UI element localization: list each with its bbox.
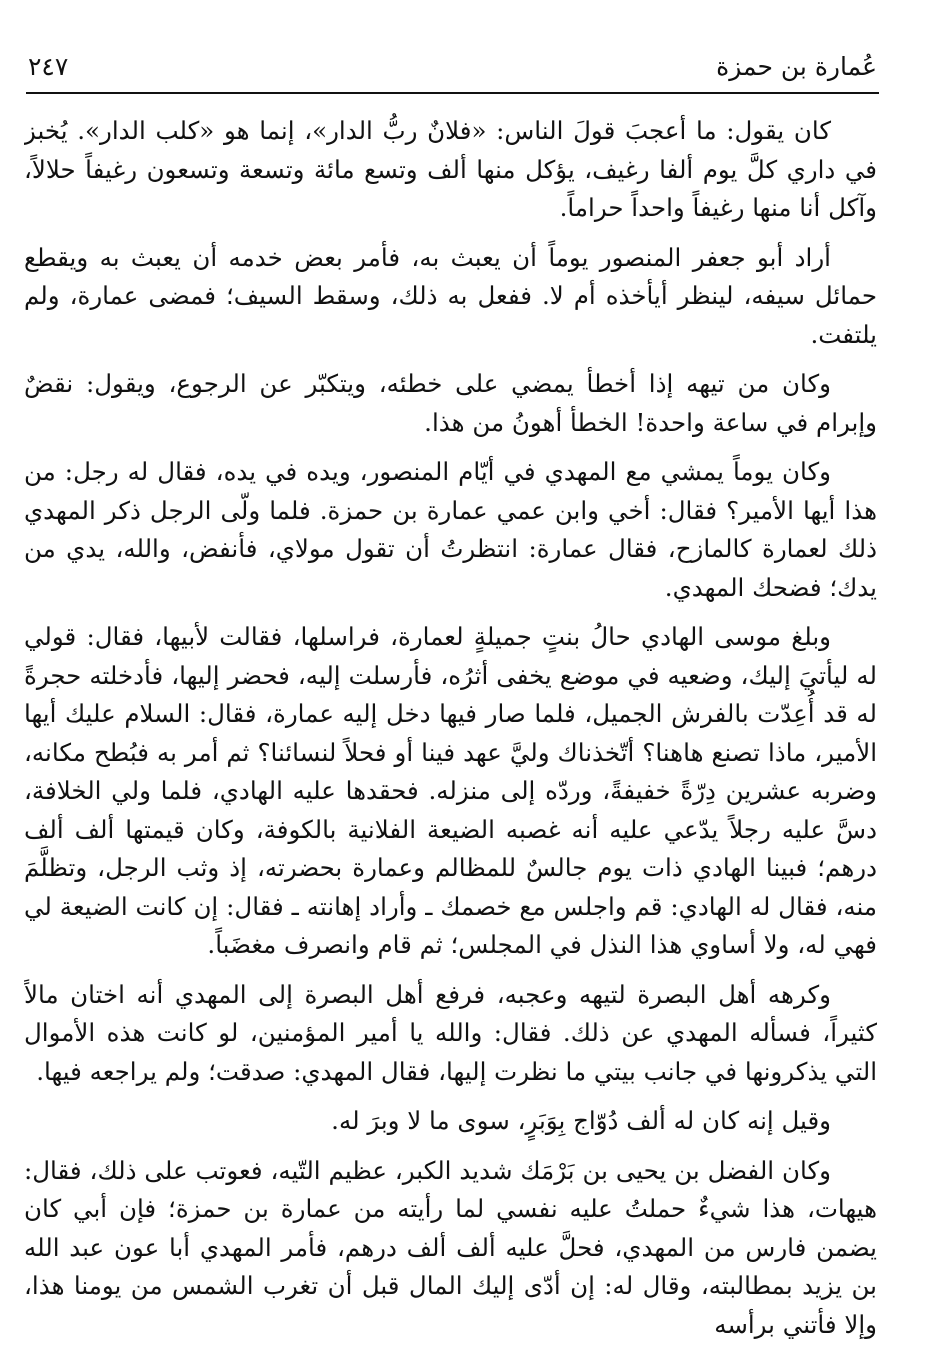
paragraph: وكان الفضل بن يحيى بن بَرْمَك شديد الكبر، عظيم التّيه، فعوتب على ذلك، فقال: هيهات، هذا شيءٌ حملتُ عليه نفسي لما رأيته من عمارة بن حمزة؛ فإن أبي كان يضمن فارس من المهدي، فحلَّ عليه ألف ألف درهم، فأمر المهدي أبا عون عبد الله بن يزيد بمطالبته، وقال له: إن أدّى إليك المال قبل أن تغرب الشمس من يومنا هذا، وإلا فأتني برأسه — [24, 1155, 877, 1339]
paragraph: وكان يوماً يمشي مع المهدي في أيّام المنصور، ويده في يده، فقال له رجل: من هذا أيها الأمير؟ فقال: أخي وابن عمي عمارة بن حمزة. فلما ولّى الرجل ذكر المهدي ذلك لعمارة كالمازح، فقال عمارة: انتظرتُ أن تقول مولاي، فأنفض، والله، يدي من يدك؛ فضحك المهدي. — [24, 457, 877, 602]
header-rule — [26, 92, 879, 94]
page-number: ٢٤٧ — [28, 51, 69, 81]
running-header — [28, 44, 877, 88]
paragraph: وبلغ موسى الهادي حالُ بنتٍ جميلةٍ لعمارة، فراسلها، فقالت لأبيها، فقال: قولي له ليأتيَ إليك، وضعيه في موضع يخفى أثرُه، فأرسلت إليه، فحضر إليها، فأدخلته حجرةً له قد أُعِدّت بالفرش الجميل، فلما صار فيها دخل إليه عمارة، فقال: السلام عليك أيها الأمير، ماذا تصنع هاهنا؟ أتّخذناك وليَّ عهد فينا أو فحلاً لنسائنا؟ ثم أمر به فبُطح مكانه، وضربه عشرين دِرّةً خفيفةً، وردّه إلى منزله. فحقدها عليه الهادي، فلما ولي الخلافة، دسَّ عليه رجلاً يدّعي عليه أنه غصبه الضيعة الفلانية بالكوفة، وكان قيمتها ألف ألف درهم؛ فبينا الهادي ذات يوم جالسٌ للمظالم وعمارة بحضرته، إذ وثب الرجل، وتظلَّمَ منه، فقال له الهادي: قم واجلس مع خصمك ـ وأراد إهانته ـ فقال: إن كانت الضيعة لي فهي له، ولا أساوي هذا النذل في المجلس؛ ثم قام وانصرف مغضَباً. — [24, 622, 877, 959]
paragraph: أراد أبو جعفر المنصور يوماً أن يعبث به، فأمر بعض خدمه أن يعبث به ويقطع حمائل سيفه، لينظر أيأخذه أم لا. ففعل به ذلك، وسقط السيف؛ فمضى عمارة، ولم يلتفت. — [24, 242, 877, 349]
paragraph: وقيل إنه كان له ألف دُوّاج بِوَبَرٍ، سوى ما لا وبرَ له. — [331, 1106, 831, 1135]
page-body — [24, 112, 877, 1342]
paragraph: وكرهه أهل البصرة لتيهه وعجبه، فرفع أهل البصرة إلى المهدي أنه اختان مالاً كثيراً، فسأله المهدي عن ذلك. فقال: والله يا أمير المؤمنين، لو كانت هذه الأموال التي يذكرونها في جانب بيتي ما نظرت إليها، فقال المهدي: صدقت؛ ولم يراجعه فيها. — [24, 979, 877, 1086]
paragraph: وكان من تيهه إذا أخطأ يمضي على خطئه، ويتكبّر عن الرجوع، ويقول: نقضٌ وإبرام في ساعة واحدة! الخطأ أهونُ من هذا. — [24, 369, 877, 437]
paragraph: كان يقول: ما أعجبَ قولَ الناس: «فلانٌ ربُّ الدار»، إنما هو «كلب الدار». يُخبز في داري كلَّ يوم ألفا رغيف، يؤكل منها ألف وتسع مائة وتسعة وتسعون رغيفاً حلالاً، وآكل أنا منها رغيفاً واحداً حراماً. — [24, 116, 877, 222]
running-title: عُمارة بن حمزة — [716, 51, 877, 81]
